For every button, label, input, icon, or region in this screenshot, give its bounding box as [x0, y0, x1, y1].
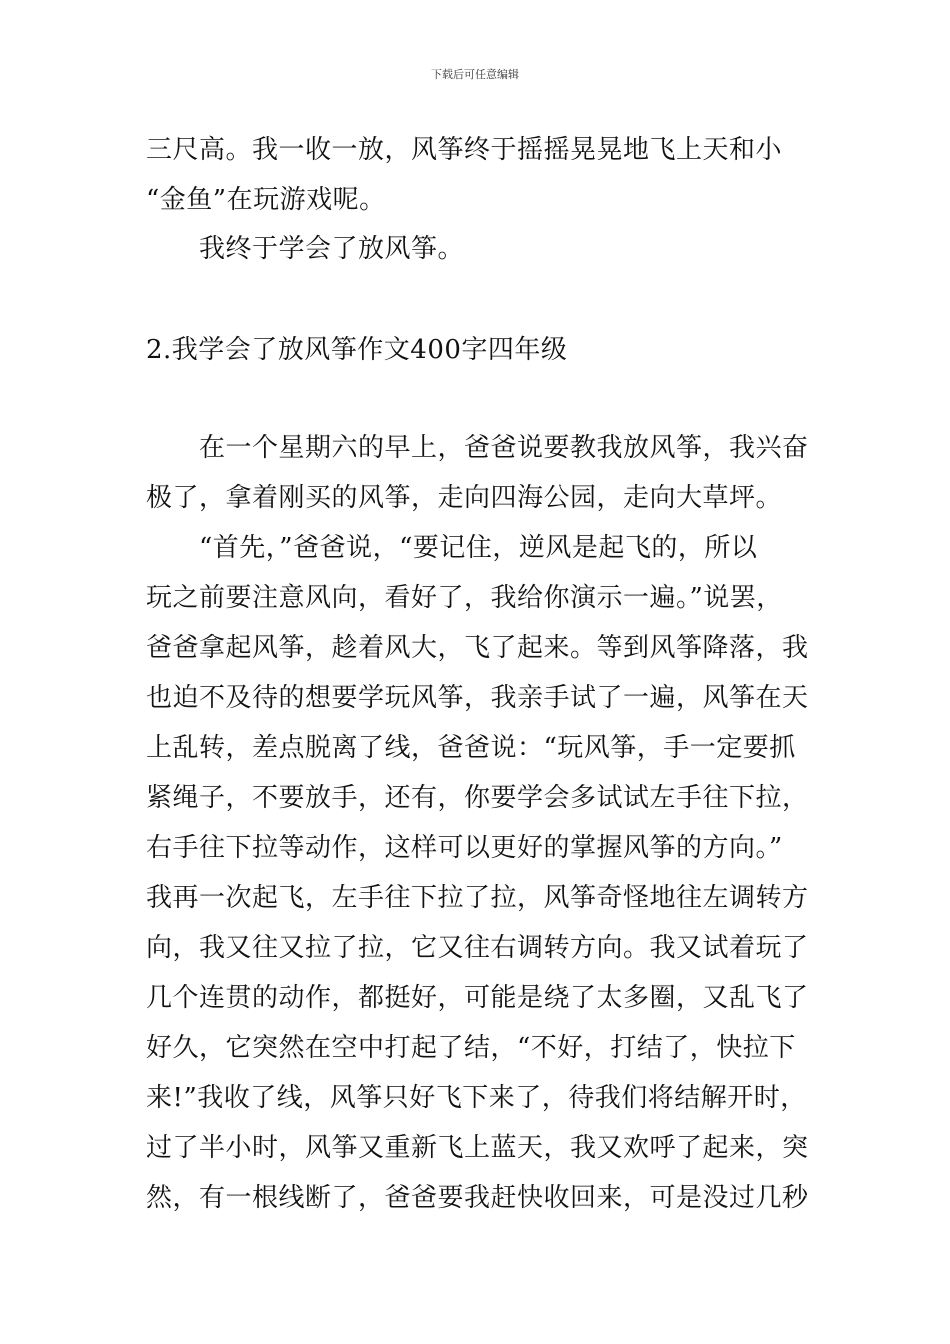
- text-line: 右手往下拉等动作，这样可以更好的掌握风筝的方向。”: [146, 833, 783, 863]
- text-line: 上乱转，差点脱离了线，爸爸说：“玩风筝，手一定要抓: [146, 733, 796, 763]
- text-line: 我终于学会了放风筝。: [146, 234, 465, 264]
- text-line: 紧绳子，不要放手，还有，你要学会多试试左手往下拉，: [146, 783, 809, 813]
- section-heading: 2.我学会了放风筝作文400字四年级: [146, 335, 568, 365]
- text-line: 我再一次起飞，左手往下拉了拉，风筝奇怪地往左调转方: [146, 883, 809, 913]
- text-line: 也迫不及待的想要学玩风筝，我亲手试了一遍，风筝在天: [146, 683, 809, 713]
- text-line: 好久，它突然在空中打起了结，“不好，打结了，快拉下: [146, 1033, 796, 1063]
- text-line: “金鱼”在玩游戏呢。: [146, 185, 386, 215]
- text-line: 然，有一根线断了，爸爸要我赶快收回来，可是没过几秒: [146, 1183, 809, 1213]
- text-line: 三尺高。我一收一放，风筝终于摇摇晃晃地飞上天和小: [146, 135, 783, 165]
- text-line: 向，我又往又拉了拉，它又往右调转方向。我又试着玩了: [146, 933, 809, 963]
- text-line: 爸爸拿起风筝，趁着风大，飞了起来。等到风筝降落，我: [146, 633, 809, 663]
- text-line: 过了半小时，风筝又重新飞上蓝天，我又欢呼了起来，突: [146, 1133, 809, 1163]
- page-header: 下载后可任意编辑: [431, 68, 519, 81]
- text-line: 来!”我收了线，风筝只好飞下来了，待我们将结解开时，: [146, 1083, 807, 1113]
- text-line: 玩之前要注意风向，看好了，我给你演示一遍。”说罢，: [146, 583, 783, 613]
- text-line: 极了，拿着刚买的风筝，走向四海公园，走向大草坪。: [146, 483, 783, 513]
- text-line: 在一个星期六的早上，爸爸说要教我放风筝，我兴奋: [146, 433, 809, 463]
- text-line: 几个连贯的动作，都挺好，可能是绕了太多圈，又乱飞了: [146, 983, 809, 1013]
- text-line: “首先，”爸爸说，“要记住，逆风是起飞的，所以: [146, 533, 758, 563]
